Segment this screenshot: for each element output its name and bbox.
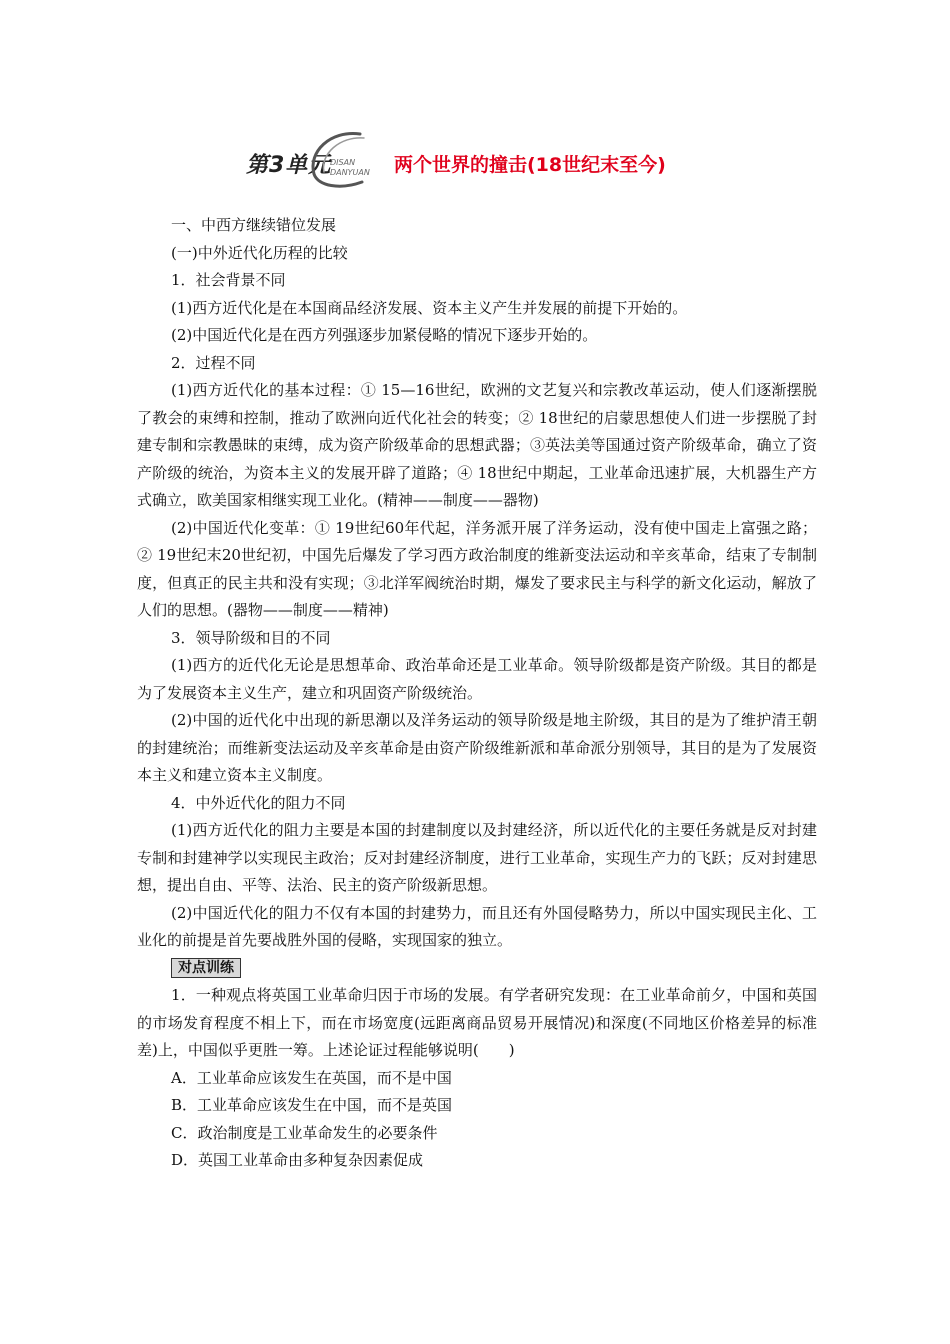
- section-heading: 一、中西方继续错位发展: [171, 216, 337, 234]
- unit-pinyin: [330, 158, 370, 178]
- main-content: [137, 212, 817, 1175]
- point-heading: 2．过程不同: [171, 353, 256, 372]
- paragraph: (1)西方近代化的基本过程：① 15—16世纪，欧洲的文艺复兴和宗教改革运动，使人们逐渐摆脱了教会的束缚和控制，推动了欧洲向近代化社会的转变；② 18世纪的启蒙思想使人们进一步摆脱了封建专制和宗教愚昧的束缚，成为资产阶级革命的思想武器；③英法美等国通过资产阶级革命，确立了资产阶级的统治，为资本主义的发展开辟了道路；④ 18世纪中期起，工业革命迅速扩展，大机器生产方式确立，欧美国家相继实现工业化。(精神——制度——器物): [137, 381, 817, 509]
- point-heading: 3．领导阶级和目的不同: [171, 628, 331, 647]
- option-c: C．政治制度是工业革命发生的必要条件: [171, 1123, 438, 1142]
- subsection-heading: (一)中外近代化历程的比较: [171, 243, 348, 262]
- paragraph: (2)中国的近代化中出现的新思潮以及洋务运动的领导阶级是地主阶级，其目的是为了维护清王朝的封建统治；而维新变法运动及辛亥革命是由资产阶级维新派和革命派分别领导，其目的是为了发展资本主义和建立资本主义制度。: [137, 711, 817, 784]
- paragraph: (1)西方近代化的阻力主要是本国的封建制度以及封建经济，所以近代化的主要任务就是反对封建专制和封建神学以实现民主政治；反对封建经济制度，进行工业革命，实现生产力的飞跃；反对封建思想，提出自由、平等、法治、民主的资产阶级新思想。: [137, 821, 817, 894]
- unit-title: 两个世界的撞击(18世纪末至今): [394, 154, 666, 176]
- paragraph: (2)中国近代化的阻力不仅有本国的封建势力，而且还有外国侵略势力，所以中国实现民主化、工业化的前提是首先要战胜外国的侵略，实现国家的独立。: [137, 903, 817, 949]
- exercise-badge-row: [137, 955, 817, 983]
- option-d: D．英国工业革命由多种复杂因素促成: [171, 1151, 424, 1169]
- point-heading: 1．社会背景不同: [171, 271, 286, 289]
- option-a: A．工业革命应该发生在英国，而不是中国: [171, 1068, 452, 1087]
- exercise-badge: 对点训练: [171, 958, 241, 978]
- paragraph: (2)中国近代化变革：① 19世纪60年代起，洋务派开展了洋务运动，没有使中国走上富强之路；② 19世纪末20世纪初，中国先后爆发了学习西方政治制度的维新变法运动和辛亥革命，结束了专制制度，但真正的民主共和没有实现；③北洋军阀统治时期，爆发了要求民主与科学的新文化运动，解放了人们的思想。(器物——制度——精神): [137, 518, 817, 619]
- question-text: 1．一种观点将英国工业革命归因于市场的发展。有学者研究发现：在工业革命前夕，中国和英国的市场发育程度不相上下，而在市场宽度(远距离商品贸易开展情况)和深度(不同地区价格差异的标准差)上，中国似乎更胜一筹。上述论证过程能够说明( ): [137, 986, 817, 1059]
- unit-pinyin-line2: DANYUAN: [330, 168, 370, 177]
- unit-number-label: 第3单元: [246, 153, 332, 178]
- paragraph: (1)西方近代化是在本国商品经济发展、资本主义产生并发展的前提下开始的。: [171, 298, 688, 317]
- point-heading: 4．中外近代化的阻力不同: [171, 793, 346, 812]
- unit-header: [0, 128, 950, 198]
- option-b: B．工业革命应该发生在中国，而不是英国: [171, 1096, 453, 1114]
- paragraph: (2)中国近代化是在西方列强逐步加紧侵略的情况下逐步开始的。: [171, 326, 598, 344]
- paragraph: (1)西方的近代化无论是思想革命、政治革命还是工业革命。领导阶级都是资产阶级。其目的都是为了发展资本主义生产，建立和巩固资产阶级统治。: [137, 656, 817, 702]
- unit-pinyin-line1: DISAN: [330, 158, 356, 167]
